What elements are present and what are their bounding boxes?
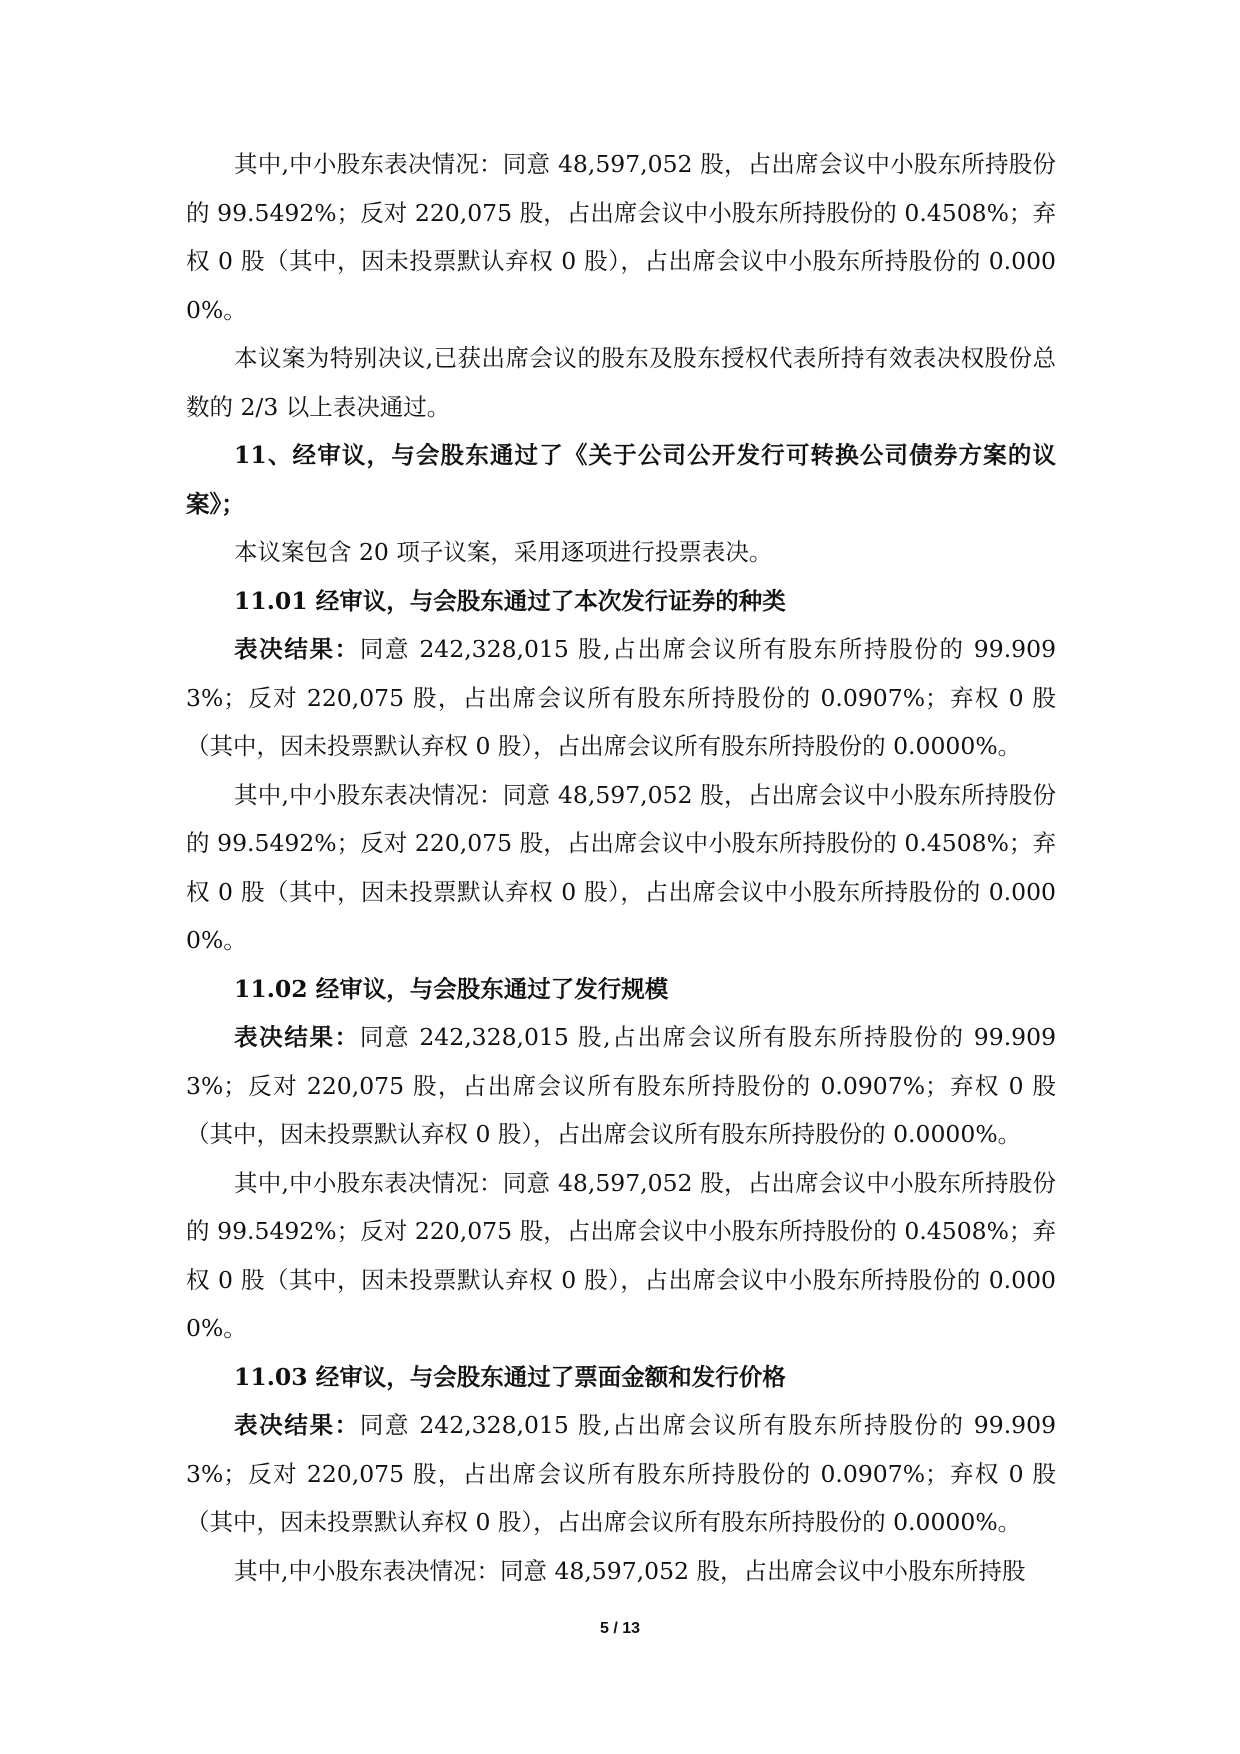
- paragraph-text: 其中,中小股东表决情况：同意 48,597,052 股，占出席会议中小股东所持股: [234, 1556, 1026, 1585]
- paragraph-minority-vote-partial: [186, 1547, 1056, 1596]
- section-heading-11-03: [186, 1353, 1056, 1402]
- paragraph-vote-result: [186, 625, 1056, 771]
- paragraph-vote-result: [186, 1401, 1056, 1547]
- heading-text: 11.01 经审议，与会股东通过了本次发行证券的种类: [234, 586, 786, 615]
- paragraph-minority-vote: [186, 771, 1056, 965]
- heading-text: 11、经审议，与会股东通过了《关于公司公开发行可转换公司债券方案的议案》；: [186, 441, 1056, 518]
- section-heading-11-02: [186, 965, 1056, 1014]
- paragraph-minority-vote: [186, 1159, 1056, 1353]
- heading-text: 11.02 经审议，与会股东通过了发行规模: [234, 974, 669, 1003]
- paragraph-special-resolution: [186, 334, 1056, 431]
- paragraph-text: 本议案包含 20 项子议案，采用逐项进行投票表决。: [234, 538, 773, 566]
- paragraph-minority-vote: [186, 140, 1056, 334]
- document-body: [186, 140, 1056, 1595]
- section-heading-11: [186, 431, 1056, 528]
- heading-text: 11.03 经审议，与会股东通过了票面金额和发行价格: [234, 1362, 786, 1391]
- vote-result-label: 表决结果：: [234, 635, 360, 663]
- vote-result-label: 表决结果：: [234, 1023, 360, 1051]
- paragraph-text: 同意 242,328,015 股,占出席会议所有股东所持股份的 99.9093%；反对 220,075 股，占出席会议所有股东所持股份的 0.0907%；弃权 0 股（其中，因未投票默认弃权 0 股），占出席会议所有股东所持股份的 0.0000%。: [186, 635, 1057, 760]
- page-number: 5 / 13: [599, 1620, 641, 1637]
- section-heading-11-01: [186, 577, 1056, 626]
- paragraph-text: 同意 242,328,015 股,占出席会议所有股东所持股份的 99.9093%；反对 220,075 股，占出席会议所有股东所持股份的 0.0907%；弃权 0 股（其中，因未投票默认弃权 0 股），占出席会议所有股东所持股份的 0.0000%。: [186, 1023, 1057, 1148]
- paragraph-sub-motions-note: [186, 528, 1056, 577]
- paragraph-text: 其中,中小股东表决情况：同意 48,597,052 股，占出席会议中小股东所持股份的 99.5492%；反对 220,075 股，占出席会议中小股东所持股份的 0.4508%；弃权 0 股（其中，因未投票默认弃权 0 股），占出席会议中小股东所持股份的 0.0000%。: [186, 780, 1056, 954]
- paragraph-text: 本议案为特别决议,已获出席会议的股东及股东授权代表所持有效表决权股份总数的 2/3 以上表决通过。: [186, 344, 1056, 421]
- paragraph-text: 同意 242,328,015 股,占出席会议所有股东所持股份的 99.9093%；反对 220,075 股，占出席会议所有股东所持股份的 0.0907%；弃权 0 股（其中，因未投票默认弃权 0 股），占出席会议所有股东所持股份的 0.0000%。: [186, 1411, 1057, 1536]
- paragraph-text: 其中,中小股东表决情况：同意 48,597,052 股，占出席会议中小股东所持股份的 99.5492%；反对 220,075 股，占出席会议中小股东所持股份的 0.4508%；弃权 0 股（其中，因未投票默认弃权 0 股），占出席会议中小股东所持股份的 0.0000%。: [186, 1168, 1056, 1342]
- paragraph-text: 其中,中小股东表决情况：同意 48,597,052 股，占出席会议中小股东所持股份的 99.5492%；反对 220,075 股，占出席会议中小股东所持股份的 0.4508%；弃权 0 股（其中，因未投票默认弃权 0 股），占出席会议中小股东所持股份的 0.0000%。: [186, 150, 1056, 324]
- vote-result-label: 表决结果：: [234, 1411, 360, 1439]
- paragraph-vote-result: [186, 1013, 1056, 1159]
